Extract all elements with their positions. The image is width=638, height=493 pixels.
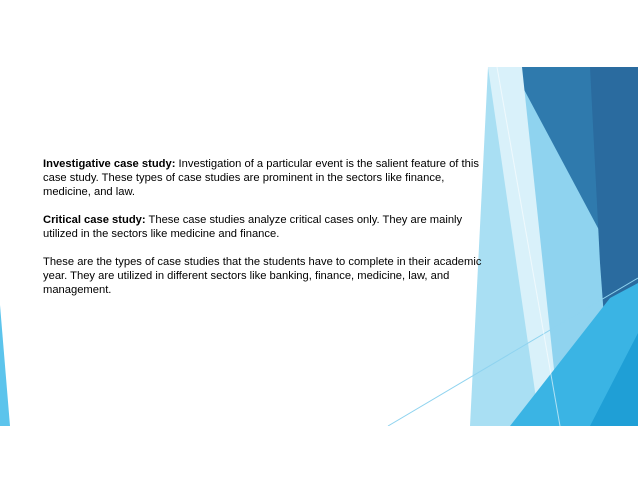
paragraph-text: Investigation of a particular event is the salient feature of this case study. These types of case studies are prominent in the sectors like finance, medicine, and law. — [43, 158, 479, 198]
left-facet-shape — [0, 305, 10, 426]
paragraph-heading: Critical case study: — [43, 214, 146, 226]
paragraph-heading: Investigative case study: — [43, 158, 176, 170]
paragraph-summary — [43, 255, 493, 297]
paragraph-investigative — [43, 157, 493, 199]
paragraph-text: These case studies analyze critical cases only. They are mainly utilized in the sectors like medicine and finance. — [43, 214, 463, 240]
paragraph-critical — [43, 213, 493, 241]
paragraph-text: These are the types of case studies that the students have to complete in their academic year. They are utilized in different sectors like banking, finance, medicine, law, and management. — [43, 256, 482, 296]
slide — [0, 33, 638, 426]
slide-body-text — [43, 157, 493, 311]
